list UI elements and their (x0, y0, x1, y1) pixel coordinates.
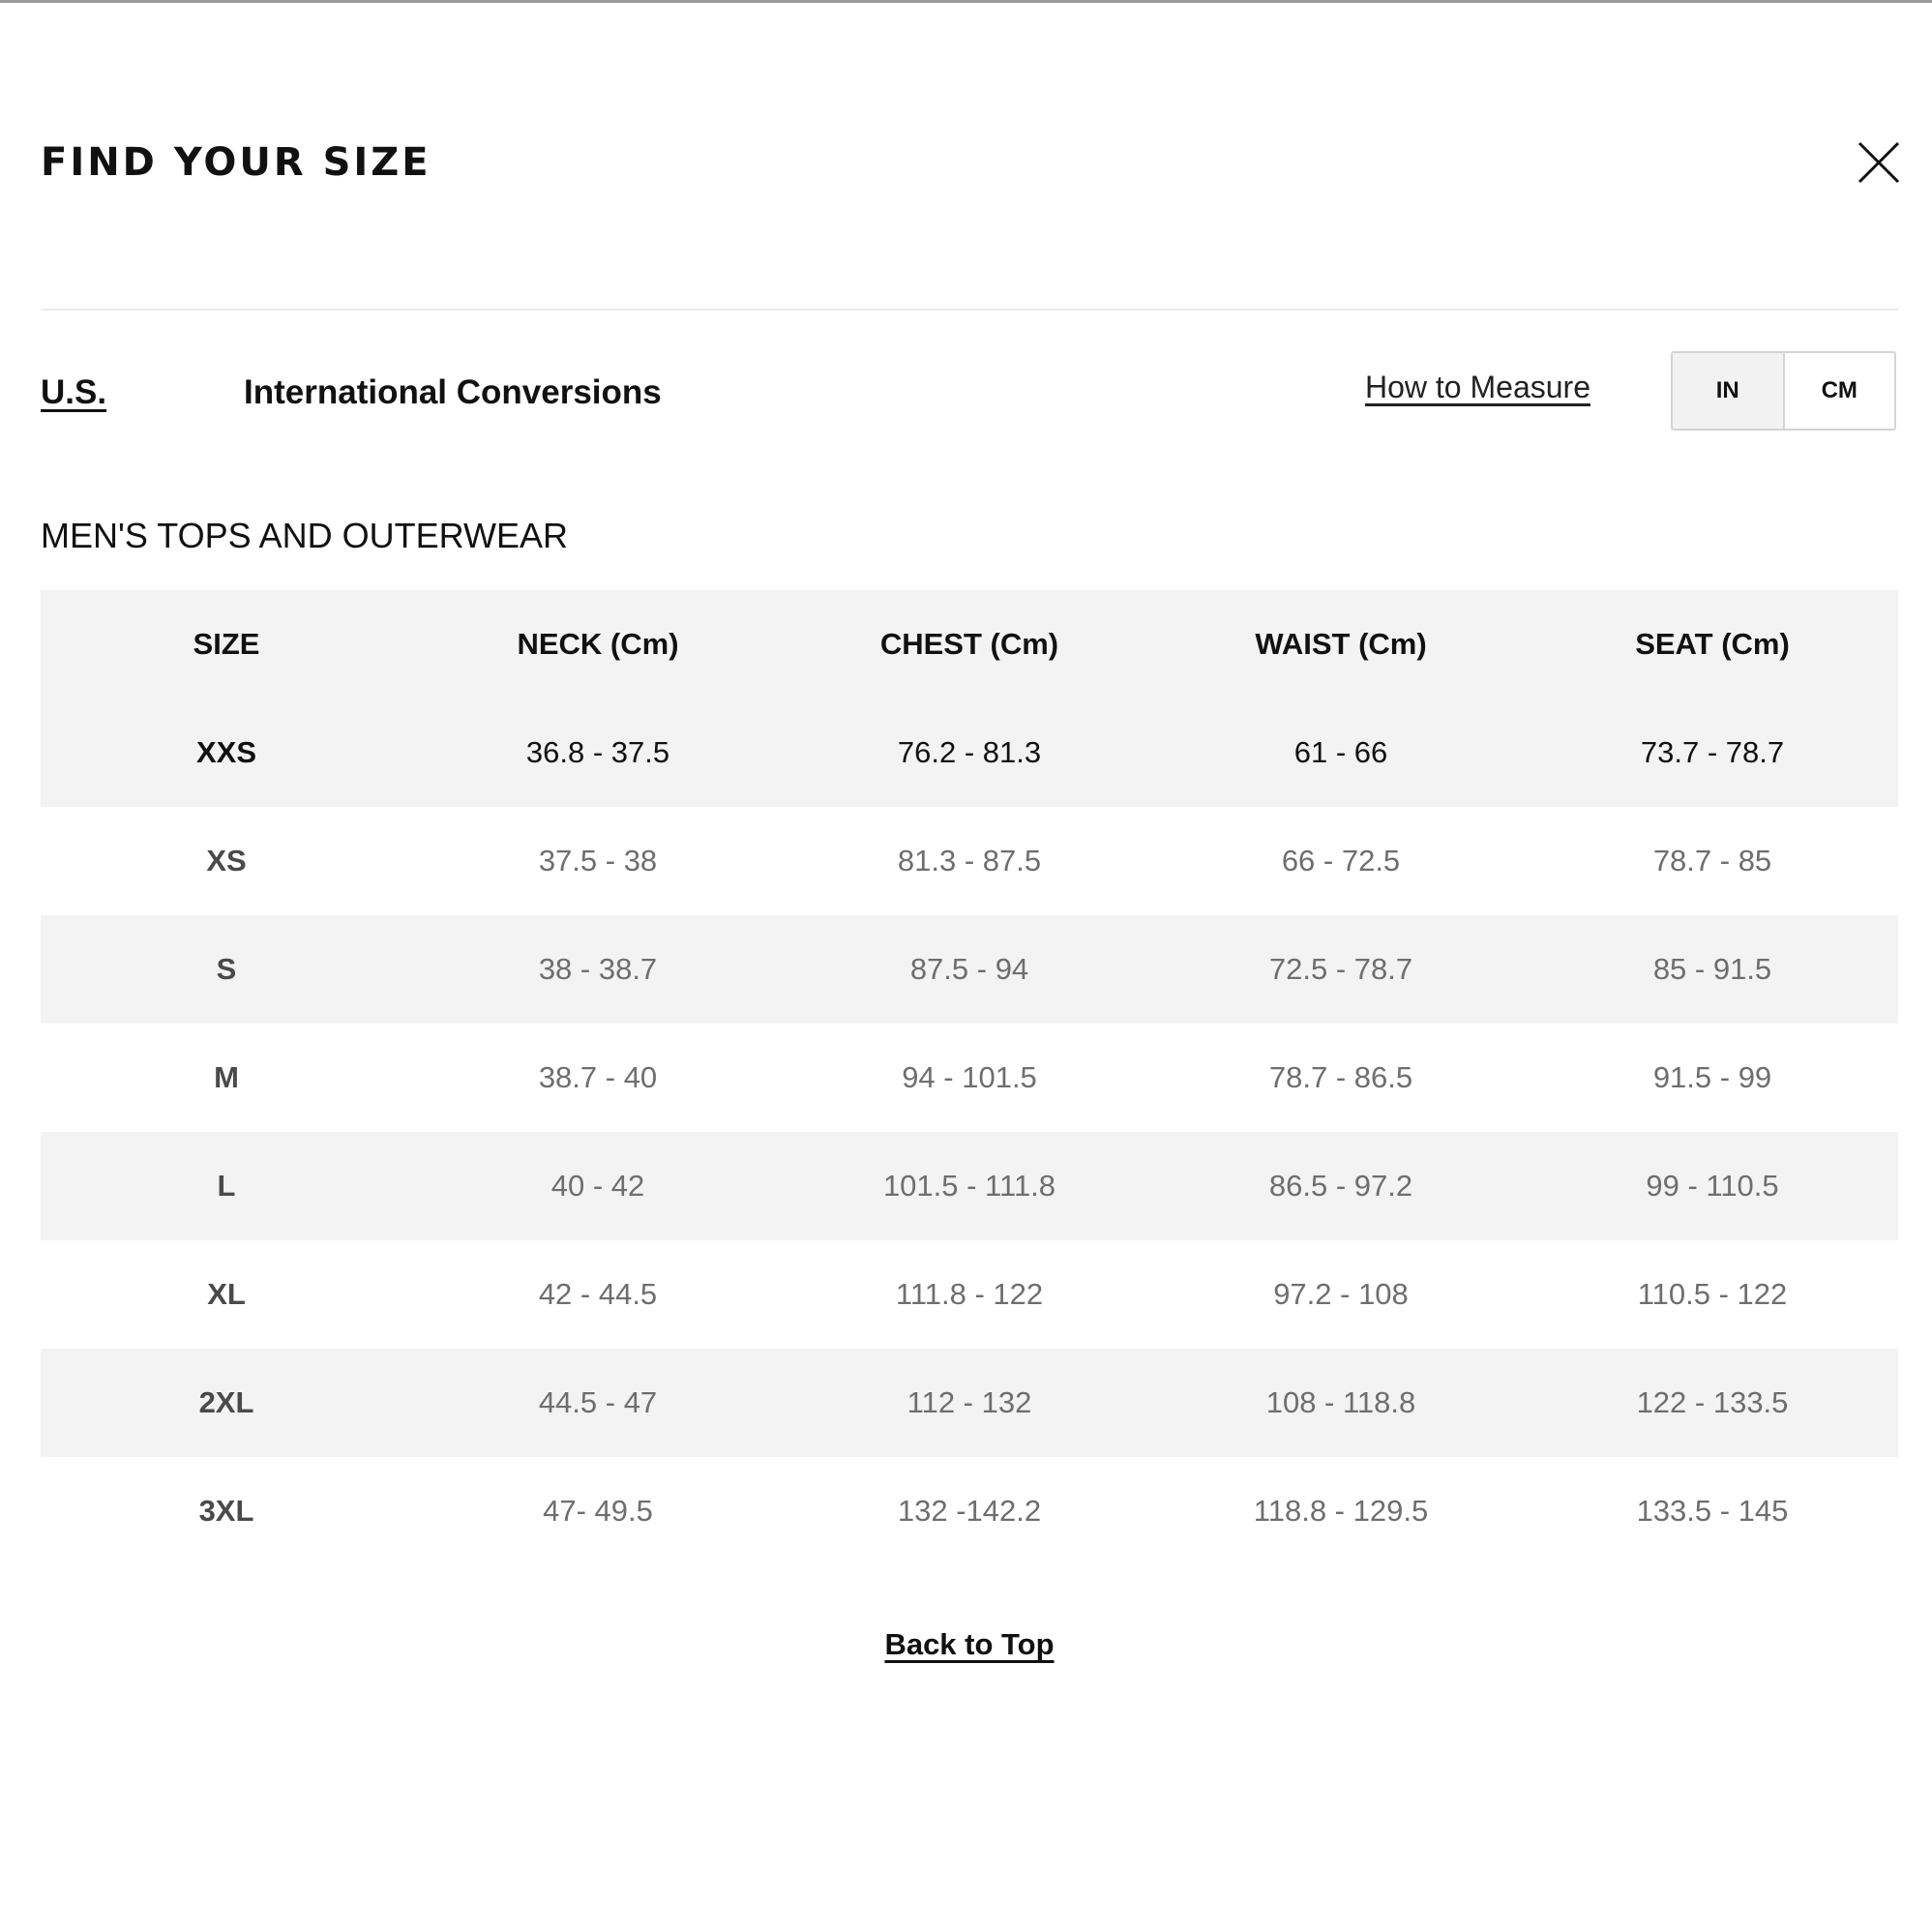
waist-cell: 86.5 - 97.2 (1155, 1132, 1527, 1240)
waist-cell: 66 - 72.5 (1281, 844, 1401, 877)
table-header-row (41, 590, 1898, 698)
chest-cell: 112 - 132 (784, 1349, 1155, 1457)
neck-cell: 40 - 42 (412, 1132, 784, 1240)
neck-cell: 47- 49.5 (543, 1494, 653, 1528)
waist-cell: 61 - 66 (1155, 698, 1527, 807)
chest-cell: 132 -142.2 (897, 1494, 1042, 1528)
size-cell: XS (206, 844, 247, 877)
column-header-chest: CHEST (Cm) (784, 590, 1155, 698)
seat-cell: 78.7 - 85 (1652, 844, 1772, 877)
tab-international-conversions[interactable]: International Conversions (244, 373, 662, 411)
neck-cell: 36.8 - 37.5 (412, 698, 784, 807)
section-title: MEN'S TOPS AND OUTERWEAR (41, 516, 568, 555)
chest-cell: 87.5 - 94 (784, 915, 1155, 1024)
chest-cell: 81.3 - 87.5 (897, 844, 1042, 877)
table-row (41, 915, 1898, 1024)
modal-title: FIND YOUR SIZE (41, 140, 431, 185)
how-to-measure-link[interactable]: How to Measure (1365, 370, 1590, 404)
waist-cell: 118.8 - 129.5 (1253, 1494, 1429, 1528)
back-to-top-container (0, 1627, 1932, 1662)
column-header-size: SIZE (41, 590, 412, 698)
seat-cell: 85 - 91.5 (1527, 915, 1898, 1024)
seat-cell: 99 - 110.5 (1527, 1132, 1898, 1240)
table-row (41, 1457, 1898, 1565)
size-cell: XL (207, 1277, 246, 1311)
chest-cell: 101.5 - 111.8 (784, 1132, 1155, 1240)
header-divider (41, 309, 1898, 311)
waist-cell: 78.7 - 86.5 (1268, 1060, 1413, 1094)
tab-us[interactable]: U.S. (41, 373, 107, 411)
table-row (41, 807, 1898, 915)
waist-cell: 72.5 - 78.7 (1155, 915, 1527, 1024)
close-button[interactable] (1854, 137, 1904, 188)
neck-cell: 38.7 - 40 (538, 1060, 658, 1094)
seat-cell: 133.5 - 145 (1636, 1494, 1789, 1528)
waist-cell: 108 - 118.8 (1155, 1349, 1527, 1457)
table-row (41, 1132, 1898, 1240)
size-cell: 3XL (198, 1494, 254, 1528)
table-row (41, 1024, 1898, 1132)
size-chart-table (41, 590, 1898, 1565)
seat-cell: 110.5 - 122 (1637, 1277, 1788, 1311)
chest-cell: 76.2 - 81.3 (784, 698, 1155, 807)
neck-cell: 37.5 - 38 (538, 844, 658, 877)
size-cell: M (214, 1060, 239, 1094)
seat-cell: 122 - 133.5 (1527, 1349, 1898, 1457)
column-header-waist: WAIST (Cm) (1155, 590, 1527, 698)
unit-option-cm[interactable]: CM (1785, 353, 1895, 429)
neck-cell: 44.5 - 47 (412, 1349, 784, 1457)
chest-cell: 94 - 101.5 (902, 1060, 1037, 1094)
size-cell: S (41, 915, 412, 1024)
table-row (41, 1349, 1898, 1457)
seat-cell: 91.5 - 99 (1652, 1060, 1772, 1094)
back-to-top-link[interactable]: Back to Top (884, 1627, 1055, 1661)
size-cell: 2XL (41, 1349, 412, 1457)
column-header-seat: SEAT (Cm) (1527, 590, 1898, 698)
size-cell: L (41, 1132, 412, 1240)
waist-cell: 97.2 - 108 (1273, 1277, 1409, 1311)
neck-cell: 38 - 38.7 (412, 915, 784, 1024)
table-row (41, 1240, 1898, 1349)
unit-option-in[interactable]: IN (1673, 353, 1785, 429)
close-icon (1854, 137, 1904, 188)
unit-toggle (1671, 351, 1896, 431)
table-row (41, 698, 1898, 807)
column-header-neck: NECK (Cm) (412, 590, 784, 698)
chest-cell: 111.8 - 122 (895, 1277, 1044, 1311)
size-cell: XXS (41, 698, 412, 807)
seat-cell: 73.7 - 78.7 (1527, 698, 1898, 807)
neck-cell: 42 - 44.5 (538, 1277, 658, 1311)
